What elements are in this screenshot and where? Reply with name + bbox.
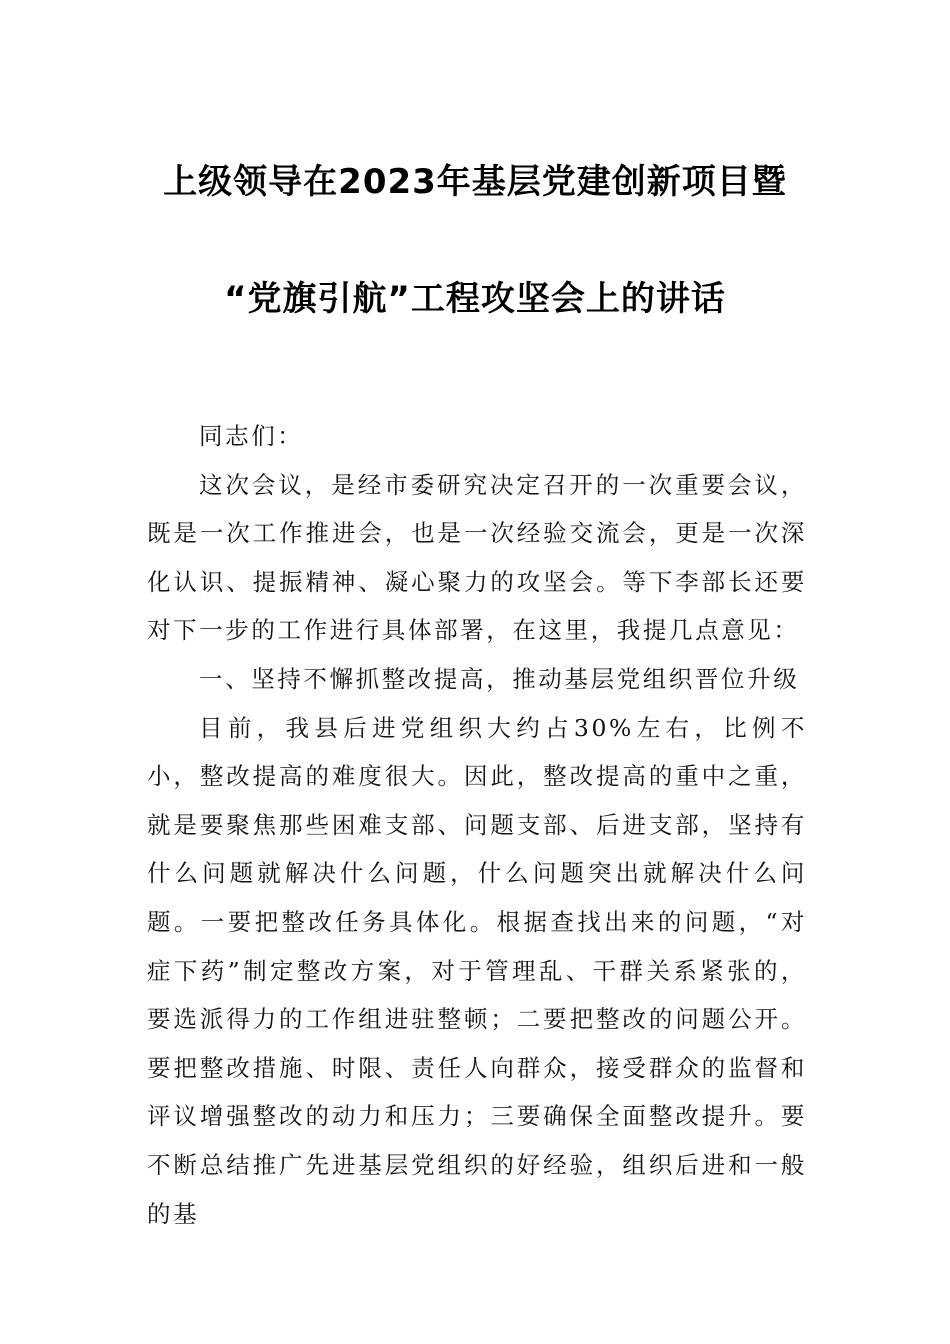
- document-body: [147, 412, 807, 1238]
- document-title-line-2: “党旗引航”工程攻坚会上的讲话: [224, 279, 726, 319]
- salutation: 同志们：: [199, 422, 304, 450]
- paragraph-section-1: 目前，我县后进党组织大约占30%左右，比例不小，整改提高的难度很大。因此，整改提高的重中之重，就是要聚焦那些困难支部、问题支部、后进支部，坚持有什么问题就解决什么问题，什么问题突出就解决什么问题。一要把整改任务具体化。根据查找出来的问题，“对症下药”制定整改方案，对于管理乱、干群关系紧张的，要选派得力的工作组进驻整顿；二要把整改的问题公开。要把整改措施、时限、责任人向群众，接受群众的监督和评议增强整改的动力和压力；三要确保全面整改提升。要不断总结推广先进基层党组织的好经验，组织后进和一般的基: [147, 713, 807, 1228]
- section-heading-1: 一、坚持不懈抓整改提高，推动基层党组织晋位升级: [199, 664, 800, 693]
- paragraph-intro: 这次会议，是经市委研究决定召开的一次重要会议，既是一次工作推进会，也是一次经验交流会，更是一次深化认识、提振精神、凝心聚力的攻坚会。等下李部长还要对下一步的工作进行具体部署，在这里，我提几点意见：: [147, 470, 807, 645]
- document-title-line-1: 上级领导在2023年基层党建创新项目暨: [163, 162, 787, 202]
